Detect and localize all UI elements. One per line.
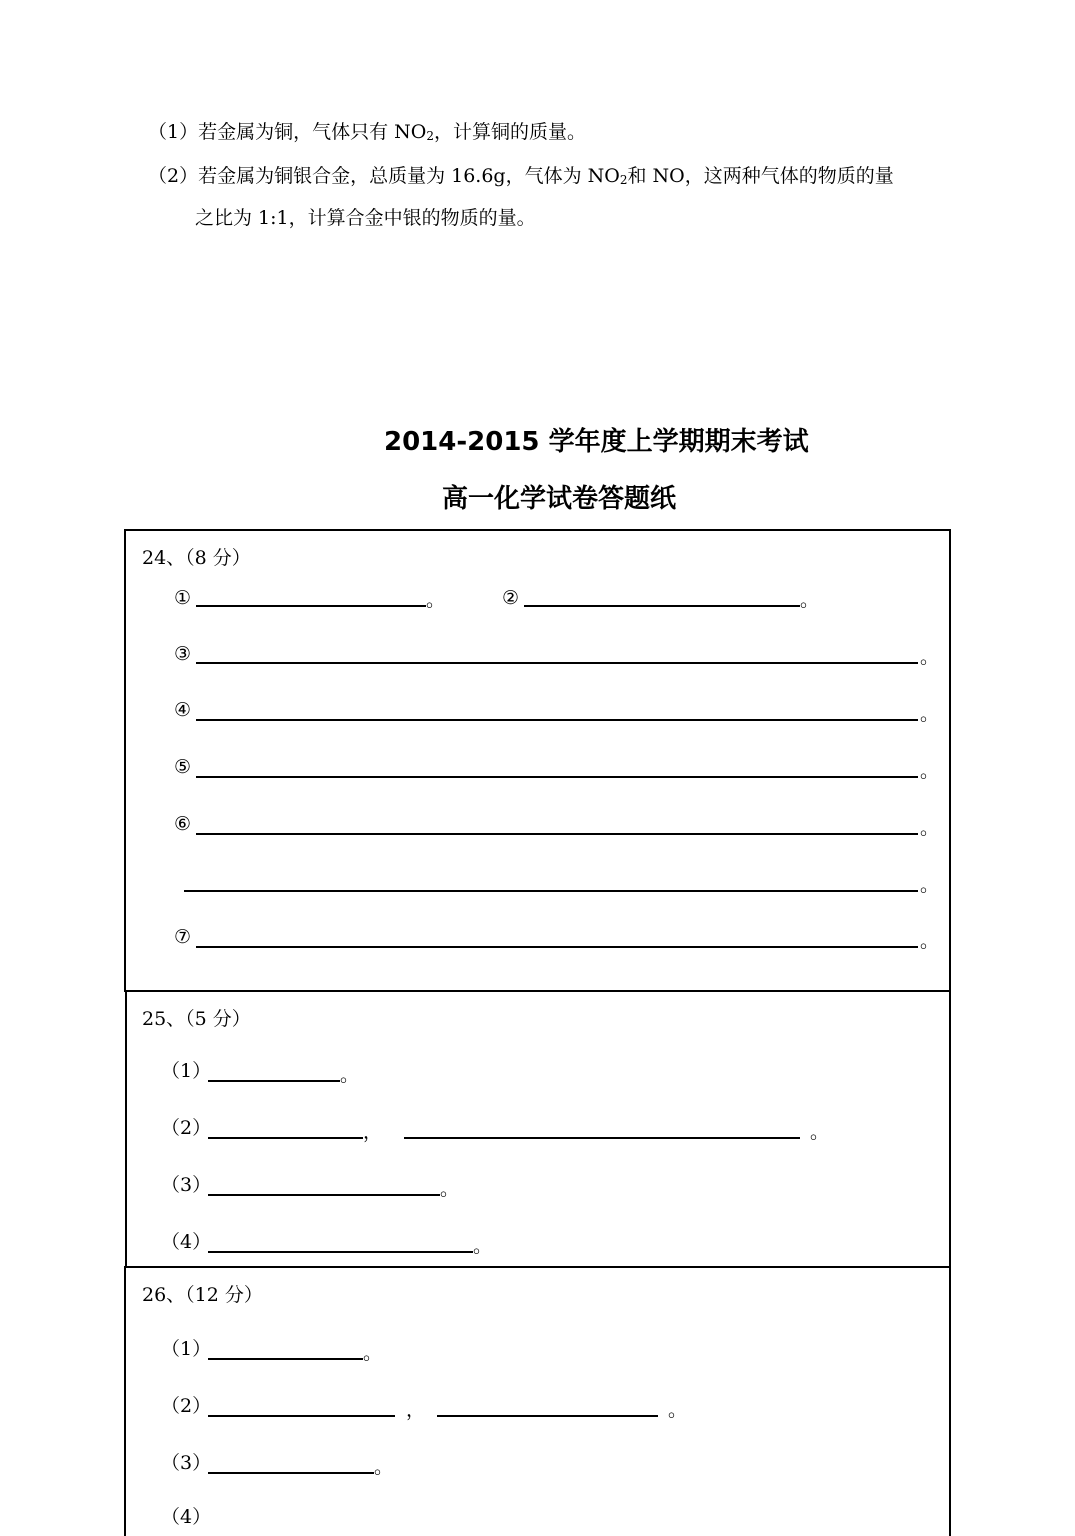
s25-period-4: 。 [473,1235,493,1257]
section-26-title: 26、（12 分） [142,1284,263,1306]
s24-period-5: 。 [920,760,940,782]
s24-label-1: ① [174,587,192,609]
s26-blank-1[interactable] [208,1358,363,1360]
question-2-text: （2）若金属为铜银合金，总质量为 16.6g，气体为 $NO_2$和 NO，这两种气体的物质的量 [148,165,894,187]
s25-blank-3[interactable] [208,1194,440,1196]
s24-blank-6[interactable] [196,833,918,835]
s26-period-2: 。 [668,1399,688,1421]
s24-blank-5[interactable] [196,776,918,778]
s26-blank-2b[interactable] [437,1415,658,1417]
s26-comma-2: ， [406,1399,426,1421]
s26-period-1: 。 [363,1342,383,1364]
s24-label-5: ⑤ [174,756,192,778]
s25-blank-4[interactable] [208,1251,473,1253]
s24-period-2: 。 [800,589,820,611]
s25-blank-2b[interactable] [404,1137,800,1139]
section-25-title: 25、（5 分） [142,1008,251,1030]
s24-label-3: ③ [174,643,192,665]
s24-blank-6b[interactable] [184,890,918,892]
s25-label-3: （3） [161,1174,212,1196]
s25-comma-2: ， [363,1121,383,1143]
s26-blank-3[interactable] [208,1472,374,1474]
s25-period-3: 。 [440,1178,460,1200]
s24-label-6: ⑥ [174,813,192,835]
s26-label-2: （2） [161,1395,212,1417]
answer-section-26 [124,1266,951,1536]
page-title: 2014-2015 学年度上学期期末考试 [384,427,809,457]
s24-period-6b: 。 [920,874,940,896]
s26-period-3: 。 [374,1456,394,1478]
s24-label-2: ② [502,587,520,609]
s26-label-1: （1） [161,1338,212,1360]
s25-label-1: （1） [161,1060,212,1082]
answer-section-24 [124,529,951,992]
page-subtitle: 高一化学试卷答题纸 [442,484,677,514]
s25-label-2: （2） [161,1117,212,1139]
s24-blank-1[interactable] [196,605,426,607]
s24-period-1: 。 [426,589,446,611]
s25-blank-2a[interactable] [208,1137,363,1139]
s24-period-7: 。 [920,930,940,952]
s25-period-2: 。 [810,1121,830,1143]
s24-label-7: ⑦ [174,926,192,948]
s26-label-4: （4） [161,1506,212,1528]
question-1-text: （1）若金属为铜，气体只有 $NO_2$，计算铜的质量。 [148,121,586,143]
s26-label-3: （3） [161,1452,212,1474]
s25-blank-1[interactable] [208,1080,340,1082]
s25-period-1: 。 [340,1064,360,1086]
section-24-title: 24、（8 分） [142,547,251,569]
s24-label-4: ④ [174,699,192,721]
s24-period-4: 。 [920,703,940,725]
s24-period-6: 。 [920,817,940,839]
s25-label-4: （4） [161,1231,212,1253]
s26-blank-2a[interactable] [208,1415,395,1417]
s24-period-3: 。 [920,646,940,668]
question-2-continuation: 之比为 1:1，计算合金中银的物质的量。 [195,207,536,229]
s24-blank-2[interactable] [524,605,800,607]
s24-blank-4[interactable] [196,719,918,721]
answer-section-25 [125,990,951,1268]
s24-blank-3[interactable] [196,662,918,664]
s24-blank-7[interactable] [196,946,918,948]
